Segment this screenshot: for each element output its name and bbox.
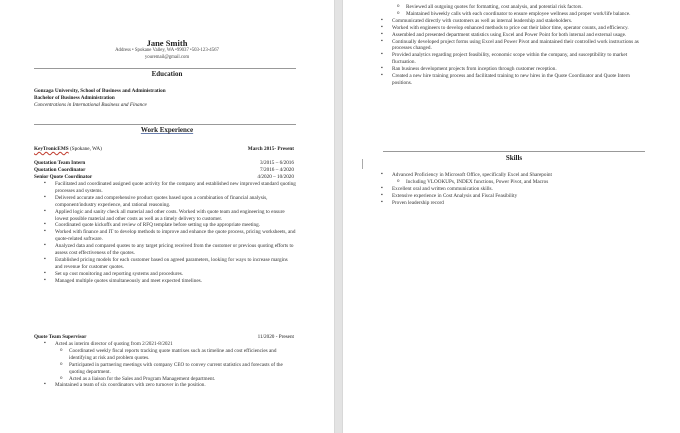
company-location: (Spokane, WA) bbox=[68, 146, 102, 152]
section-divider bbox=[34, 68, 296, 69]
contact-address: Address • Spokane Valley, WA •99037 •503-123-4567 bbox=[115, 48, 219, 53]
list-item: ▪ Applied logic and sanity check all material and other costs. Worked with quote team and engineering to ensure lowest possible material and other costs as well as a timely delivery to customer. bbox=[40, 209, 296, 223]
list-item: ▪ Facilitated and coordinated assigned quote activity for the company and established new improved standard quoting processes and systems. bbox=[40, 181, 296, 195]
list-item: ▪ Analyzed data and compared quotes to any target pricing received from the customer or previous quoting efforts to assess cost effectiveness of the quotes. bbox=[40, 243, 296, 257]
sub-list-item: o Maintained biweekly calls with each coordinator to ensure employee wellness and proper work/life balance. bbox=[377, 11, 639, 18]
text-cursor bbox=[362, 159, 363, 169]
sub-list-item: o Including VLOOKUPs, INDEX functions, Power Pivot, and Macros bbox=[377, 179, 639, 186]
list-item: ▪ Ran business development projects from inception through customer reception. bbox=[377, 66, 639, 73]
list-item: ▪ Worked with engineers to develop enhanced methods to price out their labor time, operator counts, and efficiency. bbox=[377, 25, 639, 32]
supervisor-title: Quote Team Supervisor bbox=[34, 334, 87, 340]
supervisor-dates: 11/2020 - Present bbox=[257, 334, 294, 340]
supervisor-bullets-continued bbox=[377, 4, 639, 87]
senior-coordinator-bullets bbox=[40, 181, 296, 285]
contact-email: youremail@gmail.com bbox=[144, 55, 190, 60]
list-item: ▪ Communicated directly with customers as well as internal leadership and stakeholders. bbox=[377, 18, 639, 25]
sub-list-item: o Acted as a liaison for the Sales and Program Management department. bbox=[40, 376, 296, 383]
education-school: Gonzaga University, School of Business and Administration bbox=[34, 88, 166, 94]
list-item: ▪ Set up cost monitoring and reporting systems and procedures. bbox=[40, 271, 296, 278]
skills-heading: Skills bbox=[505, 154, 523, 162]
sub-list-item: o Coordinated weekly fiscal reports tracking quote matrixes such as timeline and cost efficiencies and identifying at risk and problem quotes. bbox=[40, 348, 296, 362]
list-item: ▪ Managed multiple quotes simultaneously and meet expected timelines. bbox=[40, 278, 296, 285]
resume-name: Jane Smith bbox=[146, 38, 188, 48]
document-page-2[interactable] bbox=[343, 0, 680, 433]
document-page-1[interactable] bbox=[0, 0, 334, 433]
list-item: ▪ Assembled and presented department statistics using Excel and Power Point for both internal and external usage. bbox=[377, 32, 639, 39]
role-title: Quotation Team Intern bbox=[34, 160, 86, 166]
role-dates: 3/2015 – 6/2016 bbox=[259, 160, 294, 166]
education-concentration: Concentrations in International Business and Finance bbox=[34, 102, 147, 108]
list-item: ▪ Advanced Proficiency in Microsoft Office, specifically Excel and Sharepoint bbox=[377, 172, 639, 179]
role-title: Quotation Coordinator bbox=[34, 167, 86, 173]
list-item: ▪ Continually developed project forms using Excel and Power Pivot and maintained their controlled work instructions as processes changed. bbox=[377, 39, 639, 53]
education-degree: Bachelor of Business Administration bbox=[34, 95, 115, 101]
work-experience-heading: Work Experience bbox=[140, 126, 194, 134]
list-item: ▪ Excellent oral and written communication skills. bbox=[377, 186, 639, 193]
list-item: ▪ Worked with finance and IT to develop methods to improve and enhance the quote process, pricing worksheets, and quote-related software. bbox=[40, 229, 296, 243]
list-item: ▪ Created a new hire training process and facilitated training to new hires in the Quote Coordinator and Quote Intern positions. bbox=[377, 73, 639, 87]
list-item: ▪ Maintained a team of six coordinators with zero turnover in the position. bbox=[40, 382, 296, 389]
list-item: ▪ Extensive experience in Cost Analysis and Fiscal Feasibility bbox=[377, 193, 639, 200]
education-heading: Education bbox=[151, 70, 183, 78]
list-item: ▪ Delivered accurate and comprehensive product quotes based upon a combination of financial analysis, component/industry experience, and rational reasoning. bbox=[40, 195, 296, 209]
company-dates: March 2015- Present bbox=[247, 146, 294, 152]
role-title: Senior Quote Coordinator bbox=[34, 174, 93, 180]
page-gutter bbox=[334, 0, 343, 433]
sub-list-item: o Participated in partnering meetings with company CEO to convey current statistics and forecasts of the quoting department. bbox=[40, 362, 296, 376]
list-item: ▪ Proven leadership record bbox=[377, 200, 639, 207]
role-dates: 4/2020 – 10/2020 bbox=[257, 174, 294, 180]
section-divider bbox=[383, 151, 645, 152]
section-divider bbox=[34, 124, 296, 125]
skills-list bbox=[377, 172, 639, 207]
role-dates: 7/2016 – 4/2020 bbox=[259, 167, 294, 173]
supervisor-bullets bbox=[40, 341, 296, 389]
company-name: KeyTronicEMS bbox=[34, 146, 69, 152]
sub-list-item: o Reviewed all outgoing quotes for formatting, cost analysis, and potential risk factors. bbox=[377, 4, 639, 11]
list-item: ▪ Acted as interim director of quoting from 2/2021-8/2021 bbox=[40, 341, 296, 348]
list-item: ▪ Established pricing models for each customer based on agreed parameters, looking for ways to increase margins and revenue for customer quotes. bbox=[40, 257, 296, 271]
list-item: ▪ Coordinated quote kickoffs and review of RFQ template before setting up the appropriate meeting. bbox=[40, 222, 296, 229]
company-line bbox=[34, 146, 102, 153]
list-item: ▪ Provided analytics regarding project feasibility, economic scope within the company, and susceptibility to market fluctuation. bbox=[377, 52, 639, 66]
